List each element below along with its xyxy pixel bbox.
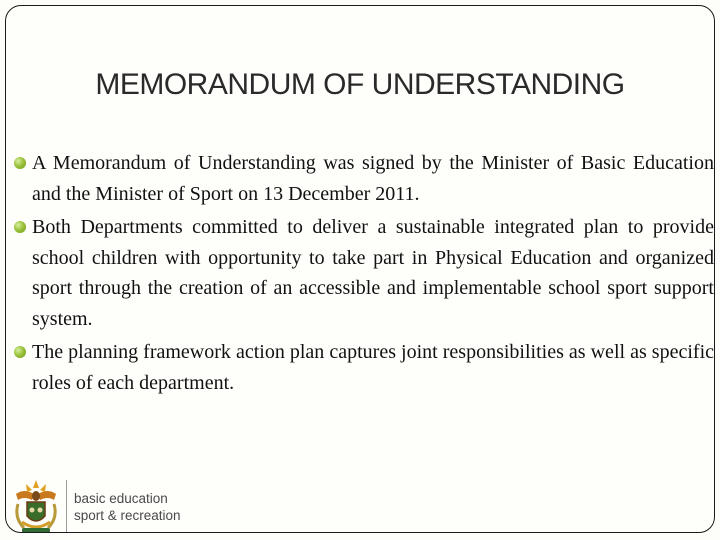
bullet-item (14, 337, 714, 398)
logo-line-1: basic education (74, 491, 168, 506)
slide-title: MEMORANDUM OF UNDERSTANDING (95, 68, 625, 101)
logo-divider (66, 480, 67, 533)
bullet-text: Both Departments committed to deliver a sustainable integrated plan to provide school children with opportunity to take part in Physical Education and organized sport through the creation of an accessible and implementable school sport support system. (32, 216, 714, 330)
logo-line-2: sport & recreation (74, 508, 181, 523)
bullet-text: A Memorandum of Understanding was signed by the Minister of Basic Education and the Minister of Sport on 13 December 2011. (32, 152, 714, 205)
slide-frame (5, 5, 715, 533)
bullet-item (14, 148, 714, 209)
logo-text (74, 490, 181, 524)
bullet-list (14, 148, 714, 401)
green-circle-bullet-icon (14, 221, 26, 233)
green-circle-bullet-icon (14, 157, 26, 169)
bullet-text: The planning framework action plan captures joint responsibilities as well as specific roles of each department. (32, 341, 714, 394)
department-logo (10, 470, 180, 533)
coat-of-arms-icon (10, 478, 62, 533)
bullet-item (14, 212, 714, 334)
green-circle-bullet-icon (14, 346, 26, 358)
